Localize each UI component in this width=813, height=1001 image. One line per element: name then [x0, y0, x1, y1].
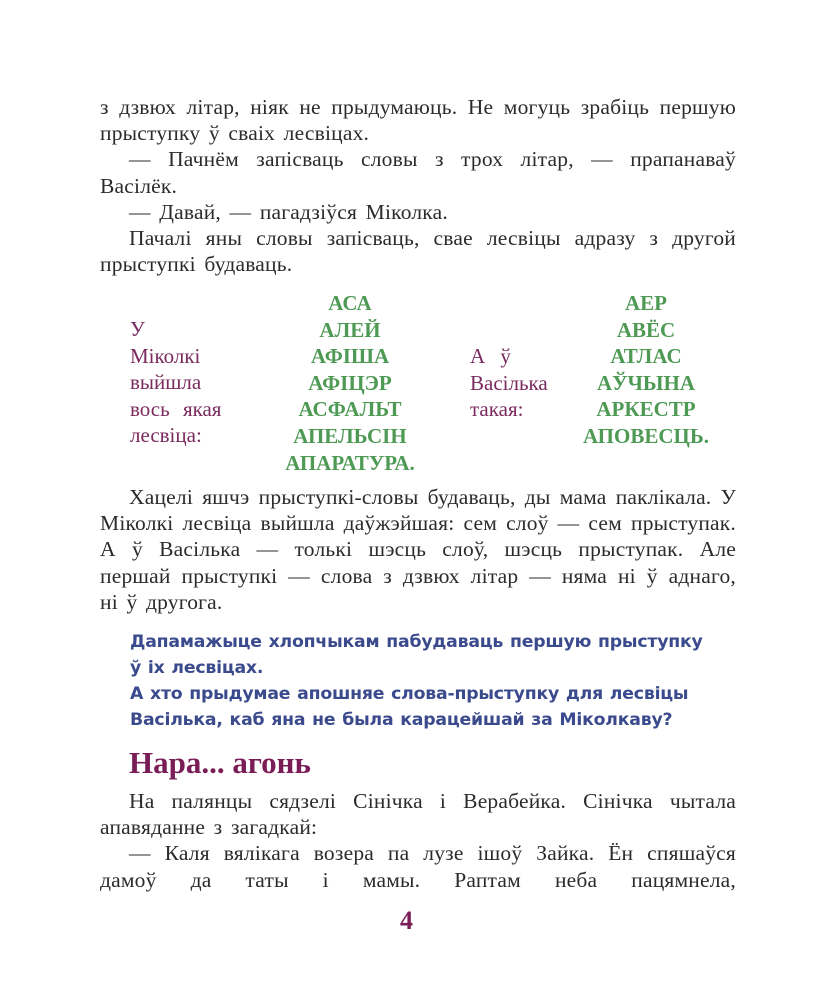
word-ladders — [100, 290, 736, 475]
ladder-word: АПОВЕСЦЬ. — [583, 423, 709, 448]
question-line: Васілька, каб яна не была карацейшай за Міколкаву? — [130, 710, 673, 730]
ladder-word: АСА — [328, 291, 372, 315]
label-line: такая: — [470, 397, 524, 421]
label-line: лесвіца: — [130, 423, 202, 447]
ladder-word: АФІША — [310, 344, 390, 369]
ladder-word: АПЕЛЬСІН — [293, 423, 407, 448]
ladder-word: АЕР — [625, 291, 667, 315]
ladder-word: АТЛАС — [610, 344, 682, 369]
paragraph-dialogue-2: — Давай, — пагадзіўся Міколка. — [129, 199, 448, 224]
question-line: ў іх лесвіцах. — [130, 658, 264, 678]
paragraph-dialogue-1: — Пачнём запісваць словы з трох літар, — прапанаваў Васілёк. — [100, 147, 736, 198]
vasilka-ladder-words — [566, 290, 726, 450]
question-line: А хто прыдумае апошняе слова-прыступку для лесвіцы — [130, 684, 689, 704]
mikolka-ladder-words — [270, 290, 430, 476]
ladder-word: АРКЕСТР — [596, 397, 696, 422]
paragraph-middle: Хацелі яшчэ прыступкі-словы будаваць, ды мама паклікала. У Міколкі лесвіца выйшла даўжэйшая: сем слоў — сем прыступак. А ў Васілька — толькі шэсць слоў, шэсць прыступак. Але першай прыступкі — слова з дзвюх літар — няма ні ў аднаго, ні ў другога. — [100, 485, 736, 614]
label-line: Васілька — [470, 370, 548, 395]
paragraph-intro-1: з дзвюх літар, ніяк не прыдумаюць. Не могуць зрабіць першую прыступку ў сваіх лесвіцах. — [100, 95, 736, 146]
label-line: Міколкі — [130, 343, 201, 368]
paragraph-intro-2: Пачалі яны словы запісваць, свае лесвіцы адразу з другой прыступкі будаваць. — [100, 226, 736, 277]
story-paragraph-1: На палянцы сядзелі Сінічка і Верабейка. Сінічка чытала апавяданне з загадкай: — [100, 789, 736, 840]
label-line: А ў — [470, 344, 511, 368]
page-number: 4 — [400, 906, 413, 935]
label-line: выйшла — [130, 370, 202, 394]
ladder-word: АПАРАТУРА. — [285, 450, 415, 475]
ladder-word: АВЁС — [616, 317, 676, 342]
vasilka-ladder-label — [470, 343, 548, 423]
story-text — [100, 788, 736, 893]
question-line: Дапамажыце хлопчыкам пабудаваць першую прыступку — [130, 632, 703, 652]
label-line: вось якая — [130, 396, 222, 421]
mikolka-ladder-label — [130, 316, 221, 449]
ladder-word: АЛЕЙ — [319, 317, 381, 342]
task-questions — [130, 629, 740, 733]
page-content — [100, 94, 736, 892]
ladder-word: АСФАЛЬТ — [298, 397, 402, 422]
ladder-word: АЎЧЫНА — [596, 370, 696, 395]
label-line: У — [130, 317, 145, 341]
ladder-word: АФІЦЭР — [308, 370, 392, 395]
story-paragraph-2: — Каля вялікага возера па лузе ішоў Зайка. Ён спяшаўся дамоў да таты і мамы. Раптам неба пацямнела, — [100, 841, 736, 892]
section-title: Нара... агонь — [129, 745, 311, 780]
